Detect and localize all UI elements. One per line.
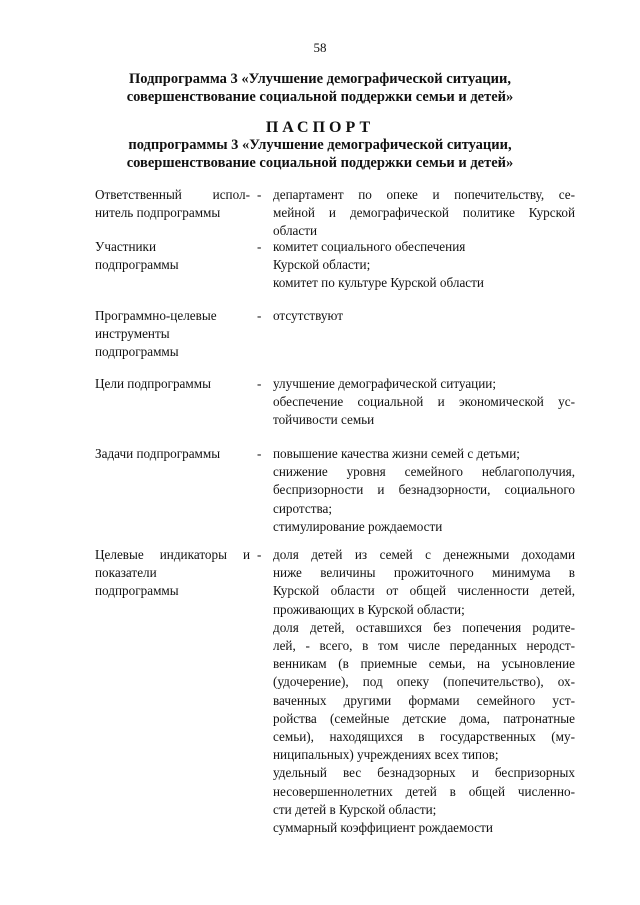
row-value-line: департамент по опеке и попечительству, се- [273, 187, 575, 202]
row-value [273, 186, 575, 241]
row-value-line: доля детей, оставшихся без попечения родите- [273, 619, 575, 635]
row-label-line: Задачи подпрограммы [95, 446, 221, 461]
row-dash: - [257, 239, 262, 254]
subprogram-title-line: Подпрограмма 3 «Улучшение демографической ситуации, [128, 71, 511, 87]
row-dash: - [257, 376, 262, 391]
row-value-line: повышение качества жизни семей с детьми; [273, 446, 520, 461]
row-value-line: Курской области; [273, 257, 371, 273]
subprogram-title-line: совершенствование социальной поддержки семьи и детей» [126, 89, 514, 105]
row-label-line: Цели подпрограммы [95, 376, 211, 391]
row-label-line: подпрограммы [95, 344, 179, 360]
row-value-line: Курской области от общей численности детей, [273, 583, 575, 599]
row-value-line: мейной и демографической политике Курской [273, 205, 575, 221]
row-label-line: Ответственный испол- [95, 187, 250, 202]
row-value [273, 375, 575, 430]
row-value-line: отсутствуют [273, 308, 343, 323]
row-value [273, 546, 575, 837]
row-value-line: венникам (в приемные семьи, на усыновление [273, 656, 575, 672]
subprogram-title [0, 70, 640, 106]
row-label-line: Целевые индикаторы и [95, 547, 250, 562]
row-dash: - [257, 446, 262, 461]
row-value-line: ниже величины прожиточного минимума в [273, 565, 575, 581]
row-value-line: снижение уровня семейного неблагополучия, [273, 464, 575, 480]
row-label [95, 375, 250, 393]
row-label-line: Программно-целевые [95, 308, 217, 323]
row-value-line: стимулирование рождаемости [273, 518, 443, 534]
row-dash: - [257, 187, 262, 202]
row-value-line: ройства (семейные детские дома, патронатные [273, 710, 575, 726]
passport-subtitle-line: совершенствование социальной поддержки семьи и детей» [126, 155, 514, 171]
row-value-line: комитет по культуре Курской области [273, 275, 484, 291]
row-label-line: Участники [95, 239, 157, 254]
row-value [273, 307, 575, 325]
row-label-line: показатели [95, 565, 157, 581]
row-value-line: обеспечение социальной и экономической ус- [273, 394, 575, 410]
row-value-line: доля детей из семей с денежными доходами [273, 547, 575, 562]
row-label [95, 445, 250, 463]
row-value-line: сиротства; [273, 500, 333, 516]
row-value-line: улучшение демографической ситуации; [273, 376, 497, 391]
row-label [95, 238, 250, 274]
row-value-line: тойчивости семьи [273, 412, 375, 428]
row-value-line: области [273, 223, 318, 239]
passport-subtitle [0, 136, 640, 172]
row-value-line: удельный вес безнадзорных и беспризорных [273, 765, 575, 781]
row-label [95, 546, 250, 601]
row-label [95, 186, 250, 222]
row-label-line: подпрограммы [95, 583, 179, 599]
page-number: 58 [313, 40, 327, 55]
row-value-line: ниципальных) учреждениях всех типов; [273, 747, 499, 763]
passport-subtitle-line: подпрограммы 3 «Улучшение демографической ситуации, [128, 137, 512, 153]
passport-heading: ПАСПОРТ [265, 119, 375, 136]
row-value-line: семьи), находящихся в государственных (му- [273, 729, 575, 745]
row-value-line: ваченных другими формами семейного уст- [273, 692, 575, 708]
row-value-line: несовершеннолетних детей в общей численно- [273, 783, 575, 799]
row-value-line: комитет социального обеспечения [273, 239, 466, 254]
row-value-line: лей, - всего, в том числе переданных неродст- [273, 638, 575, 654]
row-label-line: нитель подпрограммы [95, 205, 221, 221]
row-label-line: инструменты [95, 326, 170, 342]
row-dash: - [257, 308, 262, 323]
row-value-line: проживающих в Курской области; [273, 601, 465, 617]
row-value [273, 238, 575, 293]
row-value-line: сти детей в Курской области; [273, 801, 437, 817]
row-value-line: (удочерение), под опеку (попечительство), ох- [273, 674, 575, 690]
row-label-line: подпрограммы [95, 257, 179, 273]
row-value [273, 445, 575, 536]
row-value-line: беспризорности и безнадзорности, социального [273, 482, 575, 498]
row-dash: - [257, 547, 262, 562]
row-value-line: суммарный коэффициент рождаемости [273, 820, 493, 836]
row-label [95, 307, 250, 362]
